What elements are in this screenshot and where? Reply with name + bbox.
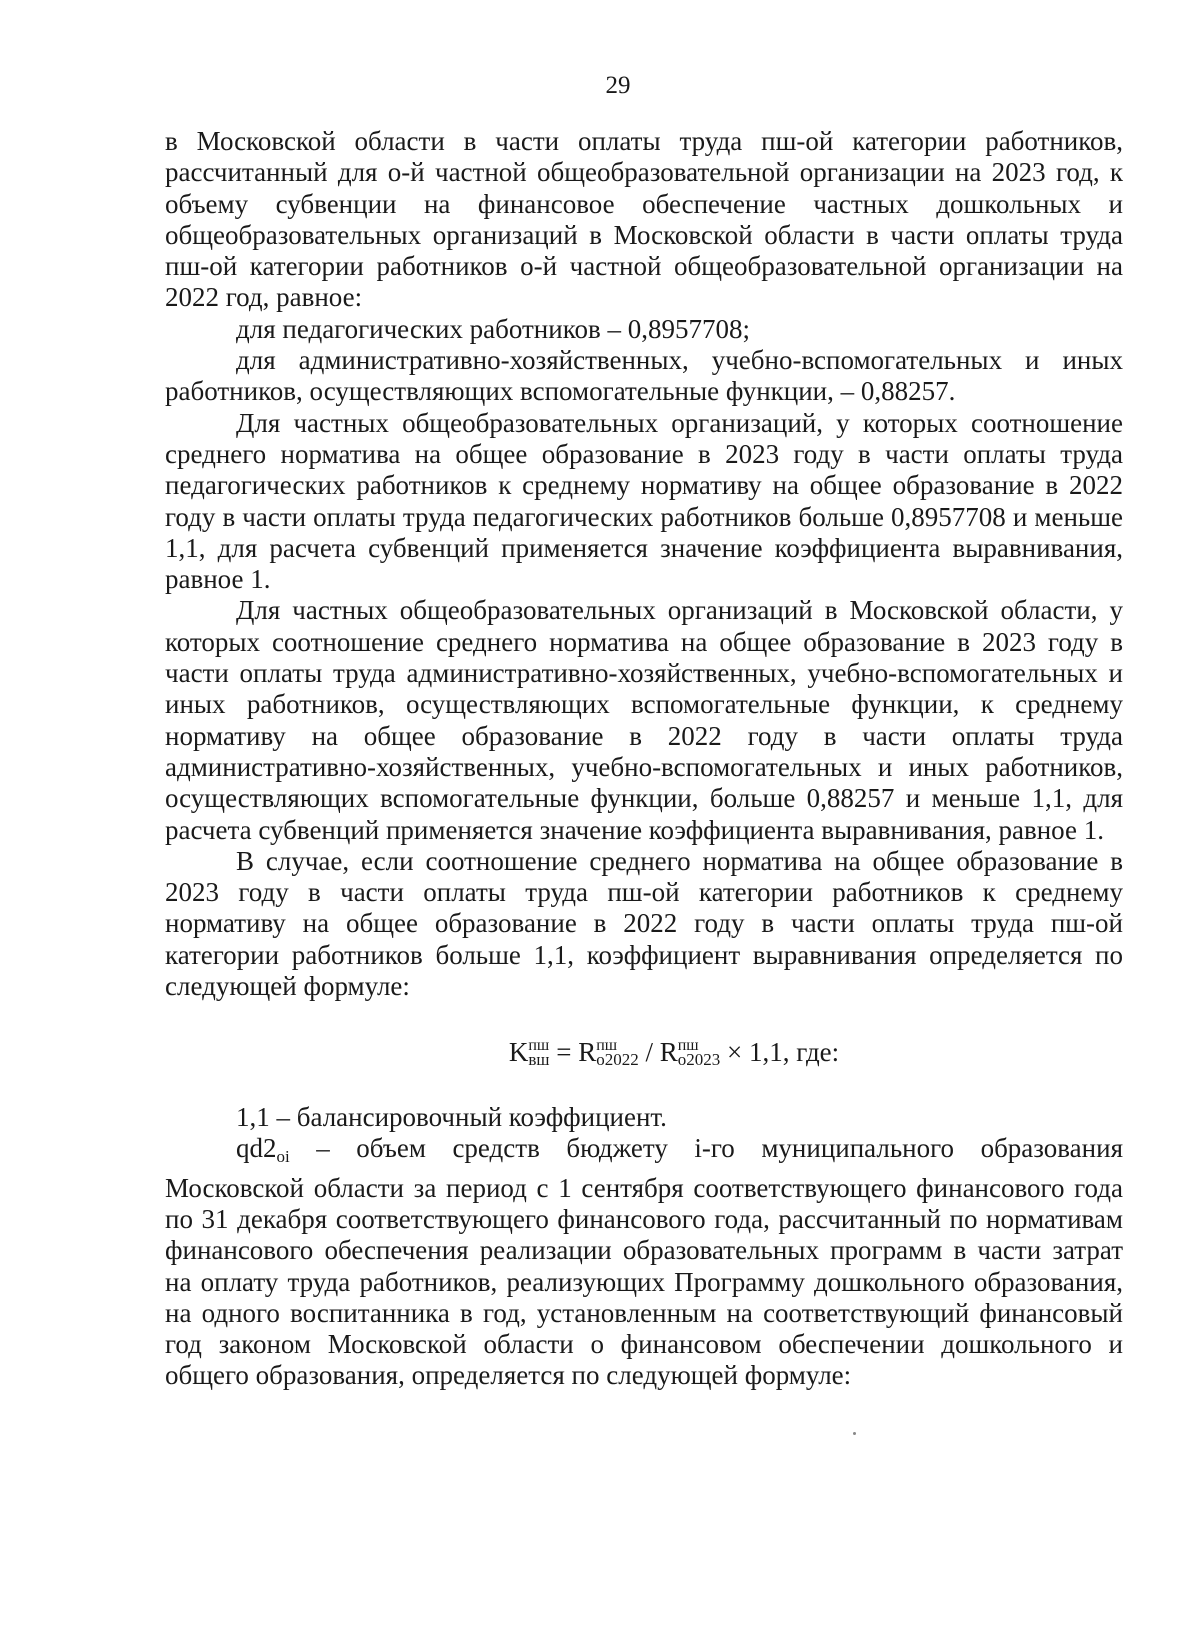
formula-r2-superscript: пш xyxy=(677,1037,699,1055)
formula-r2-subscript: o2023 xyxy=(677,1050,721,1070)
formula-r1-subscript: o2022 xyxy=(596,1050,639,1070)
page-number: 29 xyxy=(605,72,631,99)
formula-equals: = xyxy=(549,1037,579,1068)
formula-r1-superscript: пш xyxy=(596,1037,618,1055)
formula-slash: / xyxy=(638,1037,660,1068)
formula-r1: R xyxy=(578,1037,597,1068)
scan-speck xyxy=(853,1432,856,1435)
paragraph-formula-intro: В случае, если соотношение среднего норматива на общее образование в 2023 году в части оплаты труда пш-ой категории работников к среднему нормативу на общее образование в 2022 году в части оплаты труда пш-ой категории работников больше 1,1, коэффициент выравнивания определяется по следующей формуле: xyxy=(165,845,1123,1002)
formula-tail: × 1,1, где: xyxy=(720,1037,840,1068)
paragraph-administrative-condition: Для частных общеобразовательных организаций в Московской области, у которых соотношение среднего норматива на общее образование в 2023 году в части оплаты труда административно-хозяйственных, учебно-вспомогательных и иных работников, осуществляющих вспомогательные функции, к среднему нормативу на общее образование в 2022 году в части оплаты труда административно-хозяйственных, учебно-вспомогательных и иных работников, осуществляющих вспомогательные функции, больше 0,88257 и меньше 1,1, для расчета субвенций применяется значение коэффициента выравнивания, равное 1. xyxy=(165,595,1123,845)
paragraph-balancing-coefficient: 1,1 – балансировочный коэффициент. xyxy=(236,1102,667,1133)
formula-k-subscript: вш xyxy=(528,1050,550,1070)
alignment-coefficient-formula xyxy=(165,1037,1123,1069)
paragraph-continuation: в Московской области в части оплаты труда пш-ой категории работников, рассчитанный для о-й частной общеобразовательной организации на 2023 год, к объему субвенции на финансовое обеспечение частных дошкольных и общеобразовательных организаций в Московской области в части оплаты труда пш-ой категории работников о-й частной общеобразовательной организации на 2022 год, равное: xyxy=(165,126,1123,313)
formula-k-superscript: пш xyxy=(528,1037,550,1055)
paragraph-qd2-definition xyxy=(165,1133,1123,1391)
document-body xyxy=(165,126,1123,1392)
paragraph-pedagogical-condition: Для частных общеобразовательных организаций, у которых соотношение среднего норматива на общее образование в 2023 году в части оплаты труда педагогических работников к среднему нормативу на общее образование в 2022 году в части оплаты труда педагогических работников больше 0,8957708 и меньше 1,1, для расчета субвенций применяется значение коэффициента выравнивания, равное 1. xyxy=(165,407,1123,595)
qd2-subscript: oi xyxy=(276,1147,290,1167)
formula-r2: R xyxy=(659,1037,678,1068)
qd2-variable: qd2 xyxy=(236,1133,277,1164)
paragraph-pedagogical-value: для педагогических работников – 0,8957708; xyxy=(236,313,750,344)
qd2-definition-text: – объем средств бюджету i-го муниципального образования Московской области за период с 1 сентября соответствующего финансового года по 31 декабря соответствующего финансового года, рассчитанный по нормативам финансового обеспечения реализации образовательных программ в части затрат на оплату труда работников, реализующих Программу дошкольного образования, на одного воспитанника в год, установленным на соответствующий финансовый год законом Московской области о финансовом обеспечении дошкольного и общего образования, определяется по следующей формуле: xyxy=(165,1133,1123,1391)
formula-k: K xyxy=(508,1037,529,1068)
paragraph-administrative-value: для административно-хозяйственных, учебно-вспомогательных и иных работников, осуществляющих вспомогательные функции, – 0,88257. xyxy=(165,345,1123,407)
